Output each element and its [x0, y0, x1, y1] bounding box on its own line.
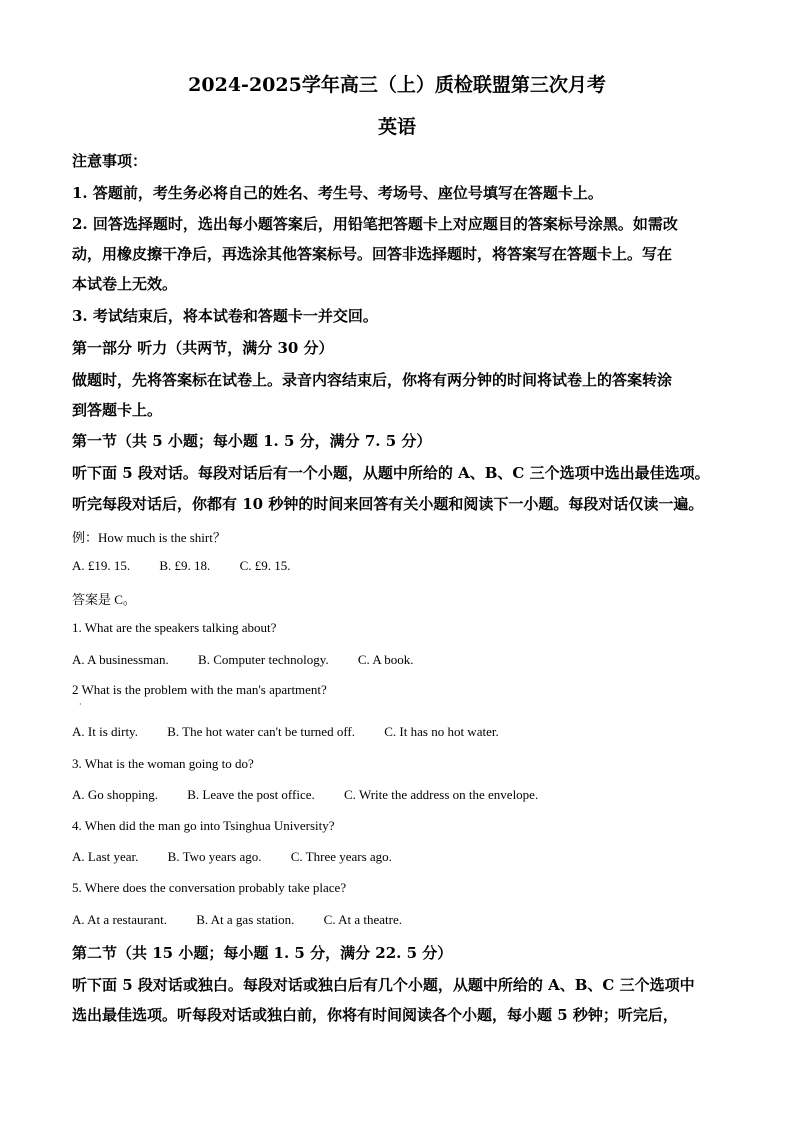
section2-instruction-line-2: 选出最佳选项。听每段对话或独白前，你将有时间阅读各个小题，每小题 5 秒钟；听完后， [72, 1006, 678, 1024]
q2-option-b: B. The hot water can't be turned off. [167, 724, 355, 739]
notice-item-1: 1. 答题前，考生务必将自己的姓名、考生号、考场号、座位号填写在答题卡上。 [72, 184, 603, 202]
question-2-options [72, 724, 525, 740]
section2-heading: 第二节（共 15 小题；每小题 1. 5 分，满分 22. 5 分） [72, 944, 453, 962]
example-question: 例：How much is the shirt？ [72, 530, 226, 545]
q5-option-a: A. At a restaurant. [72, 912, 167, 927]
exam-subject: 英语 [377, 116, 416, 138]
question-3: 3. What is the woman going to do? [72, 756, 254, 771]
q4-option-c: C. Three years ago. [290, 849, 392, 864]
q4-option-a: A. Last year. [72, 849, 139, 864]
question-5-options [72, 912, 428, 928]
question-3-options [72, 787, 564, 803]
notice-item-2-line-1: 2. 回答选择题时，选出每小题答案后，用铅笔把答题卡上对应题目的答案标号涂黑。如需改 [72, 215, 678, 233]
notice-item-2-line-2: 动，用橡皮擦干净后，再选涂其他答案标号。回答非选择题时，将答案写在答题卡上。写在 [72, 245, 673, 263]
notice-heading: 注意事项： [72, 152, 148, 170]
example-option-b: B. £9. 18. [159, 558, 211, 573]
section1-instruction-line-2: 听完每段对话后，你都有 10 秒钟的时间来回答有关小题和阅读下一小题。每段对话仅读一遍。 [72, 495, 704, 513]
example-option-a: A. £19. 15. [72, 558, 131, 573]
notice-item-3: 3. 考试结束后，将本试卷和答题卡一并交回。 [72, 307, 378, 325]
q2-option-c: C. It has no hot water. [384, 724, 499, 739]
q2-option-a: A. It is dirty. [72, 724, 138, 739]
q5-option-b: B. At a gas station. [196, 912, 295, 927]
q5-option-c: C. At a theatre. [323, 912, 403, 927]
q3-option-a: A. Go shopping. [72, 787, 158, 802]
part1-heading: 第一部分 听力（共两节，满分 30 分） [72, 339, 334, 357]
stray-dot: · [79, 700, 82, 709]
q3-option-c: C. Write the address on the envelope. [344, 787, 539, 802]
notice-item-2-line-3: 本试卷上无效。 [72, 275, 178, 293]
example-option-c: C. £9. 15. [239, 558, 291, 573]
part1-instruction-line-1: 做题时，先将答案标在试卷上。录音内容结束后，你将有两分钟的时间将试卷上的答案转涂 [72, 371, 673, 389]
question-5: 5. Where does the conversation probably take place? [72, 880, 347, 895]
question-4: 4. When did the man go into Tsinghua University? [72, 818, 335, 833]
q1-option-c: C. A book. [357, 652, 414, 667]
question-1-options [72, 652, 440, 668]
q3-option-b: B. Leave the post office. [187, 787, 315, 802]
section1-heading: 第一节（共 5 小题；每小题 1. 5 分，满分 7. 5 分） [72, 432, 432, 450]
q1-option-b: B. Computer technology. [198, 652, 329, 667]
q1-option-a: A. A businessman. [72, 652, 169, 667]
question-2: 2 What is the problem with the man's apartment? [72, 682, 327, 697]
question-4-options [72, 849, 418, 865]
example-options [72, 558, 316, 574]
example-answer: 答案是 C。 [72, 592, 136, 607]
section2-instruction-line-1: 听下面 5 段对话或独白。每段对话或独白后有几个小题，从题中所给的 A、B、C 三个选项中 [72, 976, 695, 994]
section1-instruction-line-1: 听下面 5 段对话。每段对话后有一个小题，从题中所给的 A、B、C 三个选项中选出最佳选项。 [72, 464, 710, 482]
part1-instruction-line-2: 到答题卡上。 [72, 401, 163, 419]
q4-option-b: B. Two years ago. [167, 849, 262, 864]
exam-title: 2024-2025学年高三（上）质检联盟第三次月考 [188, 74, 606, 96]
question-1: 1. What are the speakers talking about? [72, 620, 277, 635]
